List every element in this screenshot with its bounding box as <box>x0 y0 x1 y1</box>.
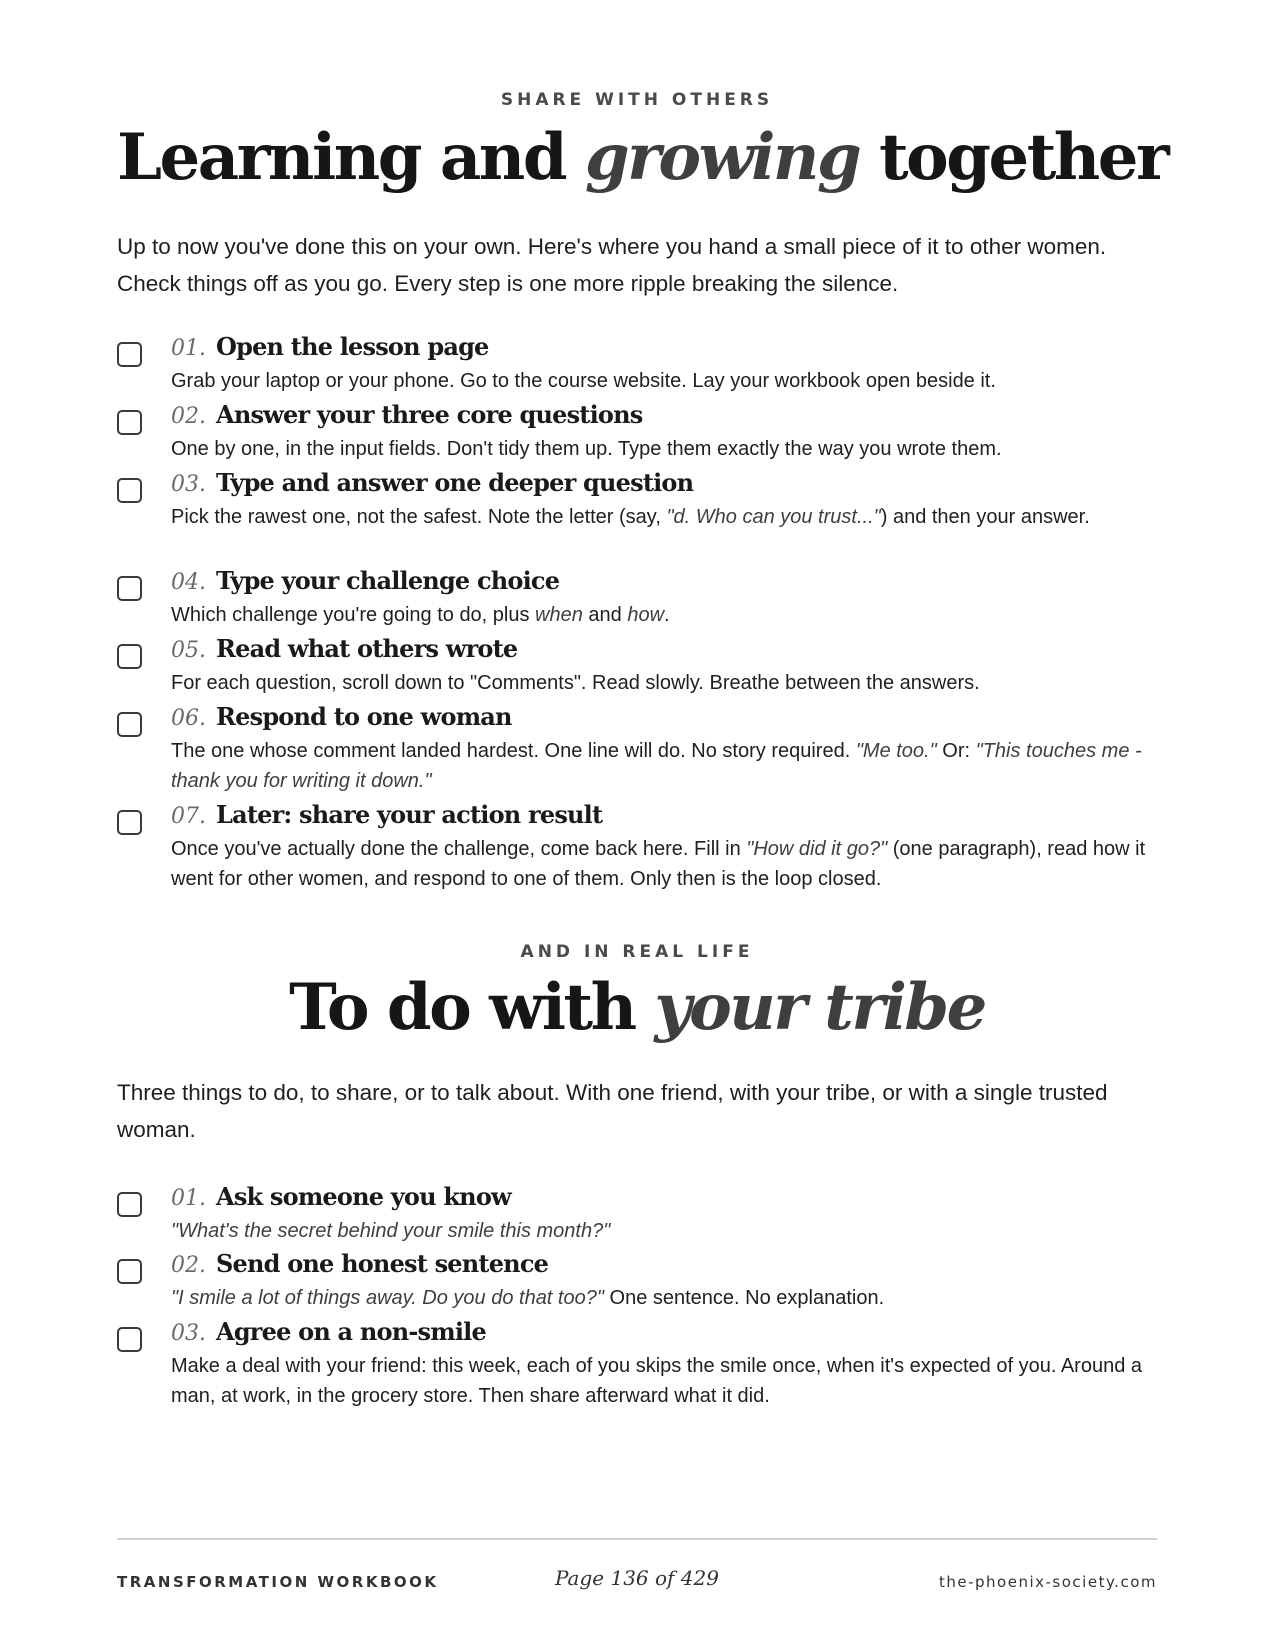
desc-text: One sentence. No explanation. <box>603 1287 885 1309</box>
item-number: 01. <box>171 336 206 361</box>
checkbox[interactable] <box>117 810 142 835</box>
desc-quote: "How did it go?" <box>746 838 888 860</box>
item-title-text: Read what others wrote <box>216 634 518 663</box>
item-number: 05. <box>171 638 206 663</box>
desc-quote: "Me too." <box>855 740 937 762</box>
checklist-item <box>117 1249 1157 1313</box>
item-title-text: Type your challenge choice <box>216 566 560 595</box>
item-title <box>171 468 1157 500</box>
desc-text: Pick the rawest one, not the safest. Note the letter (say, <box>171 506 667 528</box>
desc-quote: "d. Who can you trust..." <box>666 506 881 528</box>
item-description: Make a deal with your friend: this week, each of you skips the smile once, when it's expected of you. Around a man, at work, in the grocery store. Then share afterward what it did. <box>171 1355 1143 1407</box>
checkbox[interactable] <box>117 576 142 601</box>
desc-text: . <box>664 604 670 626</box>
desc-emphasis: how <box>627 604 665 626</box>
desc-text: ) and then your answer. <box>880 506 1090 528</box>
item-description: One by one, in the input fields. Don't tidy them up. Type them exactly the way you wrote them. <box>171 438 1002 460</box>
item-title-text: Type and answer one deeper question <box>216 468 694 497</box>
desc-quote: "I smile a lot of things away. Do you do that too?" <box>171 1287 604 1309</box>
item-title-text: Respond to one woman <box>216 702 512 731</box>
checklist-item <box>117 1182 1157 1246</box>
item-title <box>171 634 1157 666</box>
section-title <box>117 120 1168 195</box>
desc-text: and <box>582 604 628 626</box>
item-number: 02. <box>171 1253 206 1278</box>
checkbox[interactable] <box>117 712 142 737</box>
checklist-item <box>117 702 1157 796</box>
desc-quote: "What's the secret behind your smile this month?" <box>171 1220 611 1242</box>
item-number: 01. <box>171 1186 206 1211</box>
item-number: 03. <box>171 1321 206 1346</box>
checklist-item <box>117 634 1157 698</box>
title-accent: your tribe <box>654 970 985 1045</box>
footer-website: the-phoenix-society.com <box>939 1573 1157 1591</box>
item-description <box>171 1216 1157 1246</box>
checklist-item <box>117 400 1157 464</box>
item-title-text: Open the lesson page <box>216 332 489 361</box>
title-text: Learning and <box>117 120 585 195</box>
item-number: 06. <box>171 706 206 731</box>
desc-text: The one whose comment landed hardest. One line will do. No story required. <box>171 740 856 762</box>
item-title-text: Ask someone you know <box>216 1182 511 1211</box>
page-number: Page 136 of 429 <box>555 1566 719 1590</box>
checkbox[interactable] <box>117 342 142 367</box>
desc-quote: "This touches me - thank you for writing it down." <box>171 740 1142 792</box>
item-description: Grab your laptop or your phone. Go to the course website. Lay your workbook open beside it. <box>171 370 996 392</box>
item-title <box>171 702 1157 734</box>
desc-emphasis: when <box>535 604 583 626</box>
section-intro: Three things to do, to share, or to talk about. With one friend, with your tribe, or with a single trusted woman. <box>117 1080 1108 1142</box>
checkbox[interactable] <box>117 1259 142 1284</box>
title-text: To do with <box>289 970 655 1045</box>
checkbox[interactable] <box>117 1192 142 1217</box>
item-title <box>171 566 1157 598</box>
item-description <box>171 736 1157 796</box>
item-description <box>171 600 1157 630</box>
checklist-item <box>117 800 1157 894</box>
checklist-item <box>117 566 1157 630</box>
checkbox[interactable] <box>117 1327 142 1352</box>
item-title <box>171 800 1157 832</box>
item-description: For each question, scroll down to "Comments". Read slowly. Breathe between the answers. <box>171 672 980 694</box>
item-title <box>171 1317 1157 1349</box>
section-eyebrow: SHARE WITH OTHERS <box>500 90 774 110</box>
item-number: 03. <box>171 472 206 497</box>
item-title-text: Later: share your action result <box>216 800 603 829</box>
workbook-page <box>117 0 1168 1650</box>
item-description <box>171 834 1157 894</box>
section-intro: Up to now you've done this on your own. Here's where you hand a small piece of it to other women. Check things off as you go. Every step is one more ripple breaking the silence. <box>117 234 1107 296</box>
desc-text: Or: <box>936 740 976 762</box>
item-title-text: Answer your three core questions <box>216 400 643 429</box>
item-description <box>171 502 1157 532</box>
checklist-item <box>117 332 1157 396</box>
item-number: 04. <box>171 570 206 595</box>
item-title-text: Agree on a non-smile <box>216 1317 486 1346</box>
item-description <box>171 1283 1157 1313</box>
checkbox[interactable] <box>117 478 142 503</box>
checklist-item <box>117 1317 1157 1411</box>
checkbox[interactable] <box>117 410 142 435</box>
footer-workbook-title: TRANSFORMATION WORKBOOK <box>117 1573 439 1591</box>
section-title <box>117 970 1157 1045</box>
item-title <box>171 332 1157 364</box>
title-accent: growing <box>584 120 860 195</box>
section-eyebrow: AND IN REAL LIFE <box>520 942 754 962</box>
checklist-item <box>117 468 1157 532</box>
item-title <box>171 1182 1157 1214</box>
item-title-text: Send one honest sentence <box>216 1249 549 1278</box>
title-text: together <box>859 120 1168 195</box>
item-number: 02. <box>171 404 206 429</box>
checkbox[interactable] <box>117 644 142 669</box>
item-title <box>171 400 1157 432</box>
desc-text: Which challenge you're going to do, plus <box>171 604 536 626</box>
desc-text: (one paragraph), read how it went for other women, and respond to one of them. Only then is the loop closed. <box>171 838 1146 890</box>
footer-divider <box>117 1538 1157 1540</box>
desc-text: Once you've actually done the challenge, come back here. Fill in <box>171 838 747 860</box>
item-title <box>171 1249 1157 1281</box>
item-number: 07. <box>171 804 206 829</box>
